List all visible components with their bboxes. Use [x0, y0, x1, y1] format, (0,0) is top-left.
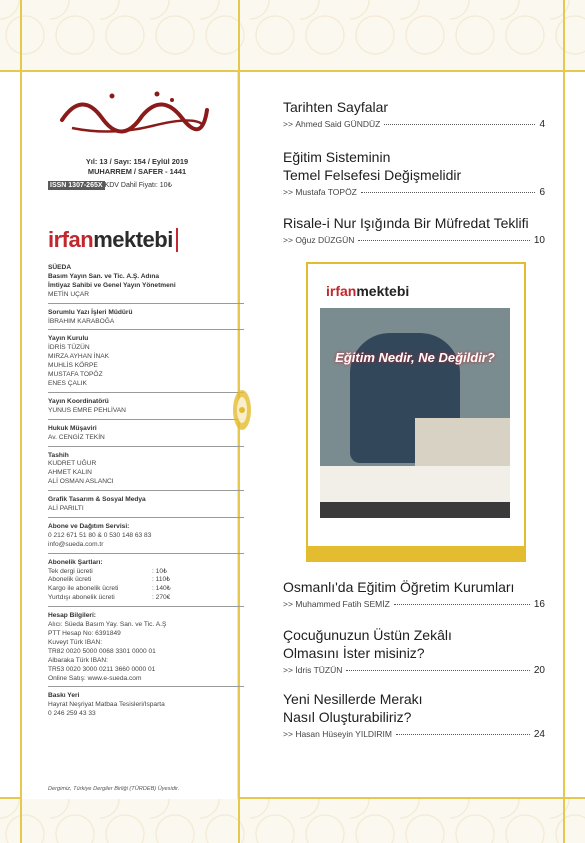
- toc-author: Mustafa TOPÖZ: [295, 187, 357, 197]
- toc-author: İdris TÜZÜN: [295, 665, 343, 675]
- board-person: ENES ÇALIK: [48, 379, 87, 387]
- printer-heading: Baskı Yeri: [48, 692, 80, 700]
- author-prefix: >>: [283, 119, 293, 129]
- fee-row: [48, 585, 244, 594]
- author-prefix: >>: [283, 729, 293, 739]
- distribution-phone: 0 212 671 51 80 & 0 530 148 63 83: [48, 531, 152, 539]
- issue-line-2: MUHARREM / SAFER - 1441: [87, 167, 187, 176]
- toc-author: Hasan Hüseyin YILDIRIM: [295, 729, 392, 739]
- leader-dots: [361, 192, 536, 193]
- account-line: TR53 0020 3000 0211 3660 0000 01: [48, 665, 156, 673]
- board-person: MUHLİS KÖRPE: [48, 362, 98, 370]
- fees-heading: Abonelik Şartları:: [48, 558, 103, 566]
- account-line: TR82 0020 5000 0068 3301 0000 01: [48, 647, 156, 655]
- board-person: MUSTAFA TOPÖZ: [48, 371, 103, 379]
- distribution-heading: Abone ve Dağıtım Servisi:: [48, 522, 130, 530]
- irfan-mektebi-logo: [48, 227, 178, 253]
- editor-block: [48, 309, 244, 331]
- fee-row: [48, 576, 244, 585]
- toc-title: Tarihten Sayfalar: [283, 99, 389, 115]
- redaction-person: AHMET KALIN: [48, 469, 92, 477]
- fee-value: : 140₺: [152, 585, 171, 593]
- account-line: Albaraka Türk IBAN:: [48, 656, 108, 664]
- toc-author-line: [283, 599, 545, 610]
- toc-author: Muhammed Fatih SEMİZ: [295, 599, 390, 609]
- editor-person: İBRAHIM KARABOĞA: [48, 317, 115, 325]
- staff-list: [48, 264, 244, 727]
- cover-frame: [306, 262, 526, 562]
- redaction-block: [48, 452, 244, 492]
- masthead-column: [22, 72, 238, 799]
- coordinator-block: [48, 398, 244, 420]
- leader-dots: [346, 670, 529, 671]
- toc-author-line: [283, 729, 545, 740]
- author-prefix: >>: [283, 235, 293, 245]
- account-block: [48, 612, 244, 687]
- design-block: [48, 496, 244, 518]
- logo-mektebi: mektebi: [93, 227, 173, 252]
- toc-title: Risale-i Nur Işığında Bir Müfredat Teklifi: [283, 215, 529, 231]
- price-text: KDV Dahil Fiyatı: 10₺: [104, 182, 173, 189]
- redaction-person: ALİ OSMAN ASLANCI: [48, 478, 114, 486]
- cover-books-image: [415, 418, 510, 466]
- board-person: İDRİS TÜZÜN: [48, 344, 90, 352]
- coordinator-person: YUNUS EMRE PEHLİVAN: [48, 406, 126, 414]
- leader-dots: [396, 734, 530, 735]
- account-line: Online Satış: www.e-sueda.com: [48, 674, 142, 682]
- toc-author: Oğuz DÜZGÜN: [295, 235, 355, 245]
- redaction-heading: Tashih: [48, 451, 69, 459]
- toc-page: 24: [533, 729, 545, 740]
- legal-block: [48, 425, 244, 447]
- toc-title: Nasıl Oluşturabiliriz?: [283, 709, 412, 725]
- publisher-name: SÜEDA: [48, 264, 72, 271]
- cover-headline: Eğitim Nedir, Ne Değildir?: [335, 350, 495, 365]
- leader-dots: [384, 124, 535, 125]
- fee-row: [48, 568, 244, 577]
- author-prefix: >>: [283, 187, 293, 197]
- account-heading: Hesap Bilgileri:: [48, 612, 97, 620]
- issue-line-1: Yıl: 13 / Sayı: 154 / Eylül 2019: [85, 157, 189, 166]
- fee-value: : 10₺: [152, 567, 168, 575]
- toc-author-line: [283, 119, 545, 130]
- board-heading: Yayın Kurulu: [48, 335, 89, 343]
- fee-label: Abonelik ücreti: [48, 576, 92, 584]
- design-heading: Grafik Tasarım & Sosyal Medya: [48, 496, 146, 504]
- author-prefix: >>: [283, 665, 293, 675]
- publisher-person: METİN UÇAR: [48, 290, 90, 298]
- gold-rosette-ornament: [231, 388, 253, 432]
- coordinator-heading: Yayın Koordinatörü: [48, 397, 109, 405]
- toc-author-line: [283, 665, 545, 676]
- toc-title: Yeni Nesillerde Merakı: [283, 691, 423, 707]
- printer-line: Hayrat Neşriyat Matbaa Tesisleri/Isparta: [48, 701, 165, 709]
- cover-yellow-bar: [308, 546, 524, 560]
- fees-block: [48, 559, 244, 608]
- toc-title: Eğitim Sisteminin: [283, 149, 391, 165]
- toc-author-line: [283, 235, 545, 246]
- toc-author: Ahmed Said GÜNDÜZ: [295, 119, 381, 129]
- toc-page: 4: [539, 119, 545, 130]
- toc-page: 10: [533, 235, 545, 246]
- toc-title: Çocuğunuzun Üstün Zekâlı: [283, 627, 452, 643]
- toc-title: Osmanlı'da Eğitim Öğretim Kurumları: [283, 579, 515, 595]
- legal-heading: Hukuk Müşaviri: [48, 424, 97, 432]
- fee-row: [48, 594, 244, 603]
- toc-page: 6: [539, 187, 545, 198]
- toc-author-line: [283, 187, 545, 198]
- account-line: PTT Hesap No: 6391849: [48, 630, 121, 637]
- toc-page: 20: [533, 665, 545, 676]
- distribution-block: [48, 523, 244, 554]
- redaction-person: KUDRET UĞUR: [48, 460, 97, 468]
- leader-dots: [394, 604, 530, 605]
- toc-entry[interactable]: [283, 578, 545, 610]
- toc-entry[interactable]: [283, 626, 545, 676]
- leader-dots: [358, 240, 530, 241]
- magazine-cover: [320, 278, 510, 518]
- cover-logo-irfan: irfan: [326, 283, 357, 299]
- board-person: MIRZA AYHAN İNAK: [48, 353, 110, 361]
- fee-value: : 110₺: [152, 576, 171, 584]
- toc-entry[interactable]: [283, 690, 545, 740]
- publisher-line: Basım Yayın San. ve Tic. A.Ş. Adına: [48, 272, 160, 280]
- legal-person: Av. CENGİZ TEKİN: [48, 433, 105, 441]
- account-line: Kuveyt Türk IBAN:: [48, 638, 103, 646]
- board-block: [48, 335, 244, 392]
- fee-label: Tek dergi ücreti: [48, 567, 93, 575]
- arabic-calligraphy-logo: [52, 80, 212, 138]
- toc-entry[interactable]: [283, 148, 545, 198]
- toc-title: Temel Felsefesi Değişmelidir: [283, 167, 462, 183]
- cover-contents-strip: [320, 466, 510, 502]
- printer-line: 0 246 259 43 33: [48, 710, 96, 718]
- publisher-block: [48, 264, 244, 304]
- issn-line: [48, 181, 172, 189]
- printer-block: [48, 692, 244, 722]
- logo-irfan: irfan: [48, 227, 94, 252]
- issn-badge: ISSN 1307-265X: [50, 182, 103, 189]
- editor-heading: Sorumlu Yazı İşleri Müdürü: [48, 308, 133, 316]
- toc-entry[interactable]: [283, 98, 545, 130]
- logo-bar: [176, 228, 178, 252]
- design-person: ALİ PARILTI: [48, 505, 84, 513]
- bottom-pattern: [0, 799, 585, 843]
- distribution-email: info@sueda.com.tr: [48, 540, 104, 548]
- toc-title: Olmasını İster misiniz?: [283, 645, 425, 661]
- cover-bottom-band: [320, 502, 510, 518]
- fee-label: Kargo ile abonelik ücreti: [48, 585, 119, 593]
- right-gold-rule: [563, 0, 565, 843]
- fee-label: Yurtdışı abonelik ücreti: [48, 594, 115, 602]
- account-line: Alıcı: Süeda Basım Yay. San. ve Tic. A.Ş: [48, 621, 167, 629]
- issue-info: [52, 157, 222, 177]
- toc-entry[interactable]: [283, 214, 545, 246]
- author-prefix: >>: [283, 599, 293, 609]
- cover-logo-mektebi: mektebi: [356, 283, 410, 299]
- fee-value: : 270€: [152, 594, 171, 602]
- top-pattern: [0, 0, 585, 70]
- publisher-line: İmtiyaz Sahibi ve Genel Yayın Yönetmeni: [48, 281, 176, 289]
- turdeb-note: Dergimiz, Türkiye Dergiler Birliği (TÜRDEB) Üyesidir.: [48, 786, 180, 792]
- toc-page: 16: [533, 599, 545, 610]
- cover-logo: [326, 283, 409, 299]
